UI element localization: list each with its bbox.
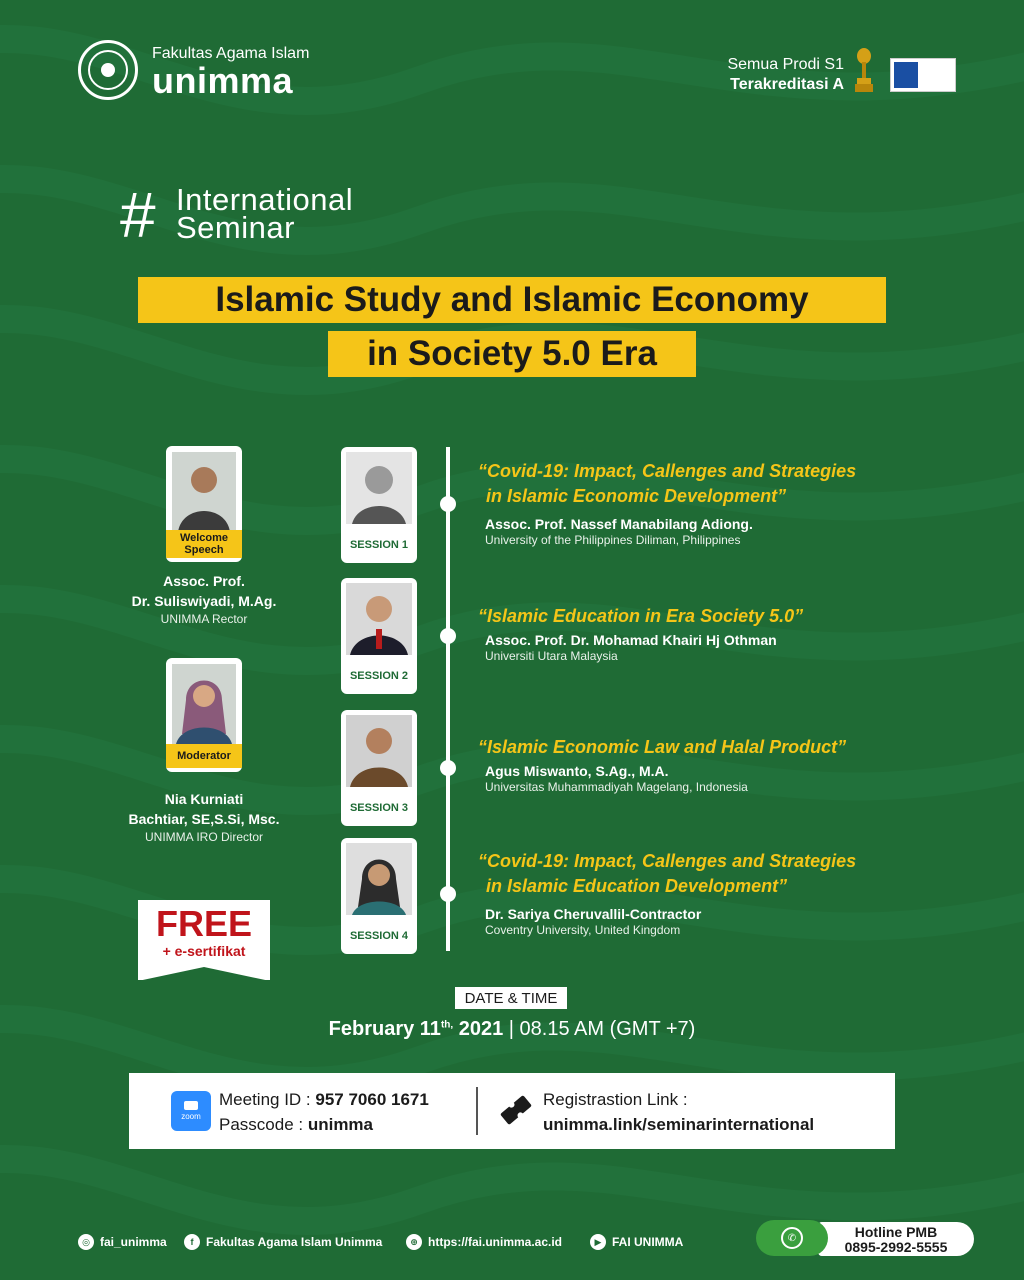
session-affiliation: Universitas Muhammadiyah Magelang, Indonesia [485, 780, 748, 794]
passcode-label: Passcode : [219, 1115, 308, 1134]
globe-icon: ⊕ [406, 1234, 422, 1250]
session-card-3 [341, 710, 417, 826]
session-label: SESSION 1 [349, 539, 409, 551]
event-time: | 08.15 AM (GMT +7) [503, 1018, 696, 1040]
ticket-icon [499, 1095, 533, 1125]
meeting-info-bar [129, 1073, 895, 1149]
meeting-credentials [219, 1087, 429, 1137]
session-topic-line1: “Islamic Education in Era Society 5.0” [478, 606, 804, 626]
instagram-icon: ◎ [78, 1234, 94, 1250]
host-card-rector [166, 446, 242, 562]
free-text: FREE [155, 903, 252, 944]
certification-mark-icon [894, 62, 918, 88]
host-name-rector [74, 571, 334, 611]
university-seal-logo [78, 40, 138, 100]
brand-logo: unimma [152, 60, 294, 101]
hotline-badge[interactable] [756, 1220, 976, 1256]
trophy-icon [854, 48, 874, 94]
speaker-photo-1 [346, 452, 412, 524]
registration-link[interactable]: unimma.link/seminarinternational [543, 1115, 815, 1134]
event-year: 2021 [453, 1018, 504, 1040]
footer-website[interactable] [406, 1234, 562, 1250]
whatsapp-icon[interactable]: ✆ [756, 1220, 828, 1256]
host-tag-moderator: Moderator [166, 744, 242, 768]
facebook-icon: f [184, 1234, 200, 1250]
date-time-label: DATE & TIME [455, 987, 567, 1009]
host-name-line2: Dr. Suliswiyadi, M.Ag. [131, 593, 277, 609]
footer-instagram[interactable] [78, 1234, 167, 1250]
facebook-page: Fakultas Agama Islam Unimma [206, 1235, 383, 1249]
host-tag-welcome [166, 530, 242, 558]
session-speaker: Assoc. Prof. Dr. Mohamad Khairi Hj Othman [485, 632, 777, 648]
registration-label: Registrastion Link : [543, 1090, 688, 1109]
session-speaker: Dr. Sariya Cheruvallil-Contractor [485, 906, 702, 922]
timeline-line [446, 447, 450, 951]
timeline-dot [440, 886, 456, 902]
event-date: February 11 [328, 1018, 441, 1040]
session-detail-2 [478, 604, 908, 663]
accreditation-text [644, 55, 844, 95]
session-card-1 [341, 447, 417, 563]
host-name-line1: Assoc. Prof. [163, 573, 245, 589]
certification-badge [890, 58, 956, 92]
session-affiliation: University of the Philippines Diliman, Philippines [485, 533, 741, 547]
host-role-moderator: UNIMMA IRO Director [144, 830, 263, 844]
event-type-line1: International [176, 182, 354, 217]
session-topic-line2: in Islamic Economic Development” [486, 486, 787, 506]
hotline-text [818, 1222, 974, 1256]
meeting-id-label: Meeting ID : [219, 1090, 316, 1109]
session-detail-3 [478, 735, 908, 794]
date-time-value [0, 1018, 1024, 1041]
seminar-title-line2: in Society 5.0 Era [328, 331, 696, 377]
timeline-dot [440, 760, 456, 776]
footer-youtube[interactable] [590, 1234, 683, 1250]
session-topic-line1: “Islamic Economic Law and Halal Product” [478, 737, 847, 757]
session-detail-1 [478, 459, 908, 547]
session-card-4 [341, 838, 417, 954]
host-name-line1: Nia Kurniati [164, 791, 244, 807]
accreditation-line1: Semua Prodi S1 [727, 56, 844, 73]
session-label: SESSION 2 [349, 670, 409, 682]
host-name-moderator [74, 789, 334, 829]
seminar-title-line1: Islamic Study and Islamic Economy [138, 277, 886, 323]
host-photo-moderator [172, 664, 236, 744]
free-badge [138, 900, 270, 980]
host-tag-line2: Speech [184, 544, 224, 556]
meeting-id-value[interactable]: 957 7060 1671 [315, 1090, 429, 1109]
session-speaker: Agus Miswanto, S.Ag., M.A. [485, 763, 669, 779]
website-url: https://fai.unimma.ac.id [428, 1235, 563, 1249]
host-tag-line1: Welcome [179, 532, 229, 544]
session-speaker: Assoc. Prof. Nassef Manabilang Adiong. [485, 516, 753, 532]
session-affiliation: Universiti Utara Malaysia [485, 649, 618, 663]
speaker-photo-3 [346, 715, 412, 787]
timeline-dot [440, 496, 456, 512]
session-topic-line2: in Islamic Education Development” [486, 876, 788, 896]
info-divider [476, 1087, 478, 1135]
host-photo-rector [172, 452, 236, 532]
speaker-photo-2 [346, 583, 412, 655]
passcode-value[interactable]: unimma [307, 1115, 374, 1134]
session-detail-4 [478, 849, 908, 937]
speaker-photo-4 [346, 843, 412, 915]
session-label: SESSION 3 [349, 802, 409, 814]
faculty-name: Fakultas Agama Islam [152, 45, 310, 62]
instagram-handle: fai_unimma [100, 1235, 167, 1249]
footer-facebook[interactable] [184, 1234, 382, 1250]
date-suffix: th, [440, 1019, 454, 1031]
hashtag-symbol: # [120, 179, 156, 251]
host-card-moderator [166, 658, 242, 772]
host-role-rector: UNIMMA Rector [160, 612, 248, 626]
accreditation-line2: Terakreditasi A [730, 76, 844, 93]
certificate-text: + e-sertifikat [162, 943, 246, 959]
session-card-2 [341, 578, 417, 694]
session-affiliation: Coventry University, United Kingdom [485, 923, 681, 937]
session-topic-line1: “Covid-19: Impact, Callenges and Strategies [478, 851, 857, 871]
zoom-icon [171, 1091, 211, 1131]
hotline-number[interactable]: 0895-2992-5555 [844, 1239, 948, 1255]
host-name-line2: Bachtiar, SE,S.Si, Msc. [128, 811, 280, 827]
session-label: SESSION 4 [349, 930, 409, 942]
timeline-dot [440, 628, 456, 644]
session-topic-line1: “Covid-19: Impact, Callenges and Strategies [478, 461, 857, 481]
youtube-channel: FAI UNIMMA [612, 1235, 684, 1249]
event-type-line2: Seminar [176, 210, 295, 245]
event-type [176, 182, 354, 245]
hotline-label: Hotline PMB [854, 1224, 938, 1240]
zoom-label: zoom [181, 1112, 201, 1121]
youtube-icon: ▶ [590, 1234, 606, 1250]
registration-info [543, 1087, 814, 1137]
